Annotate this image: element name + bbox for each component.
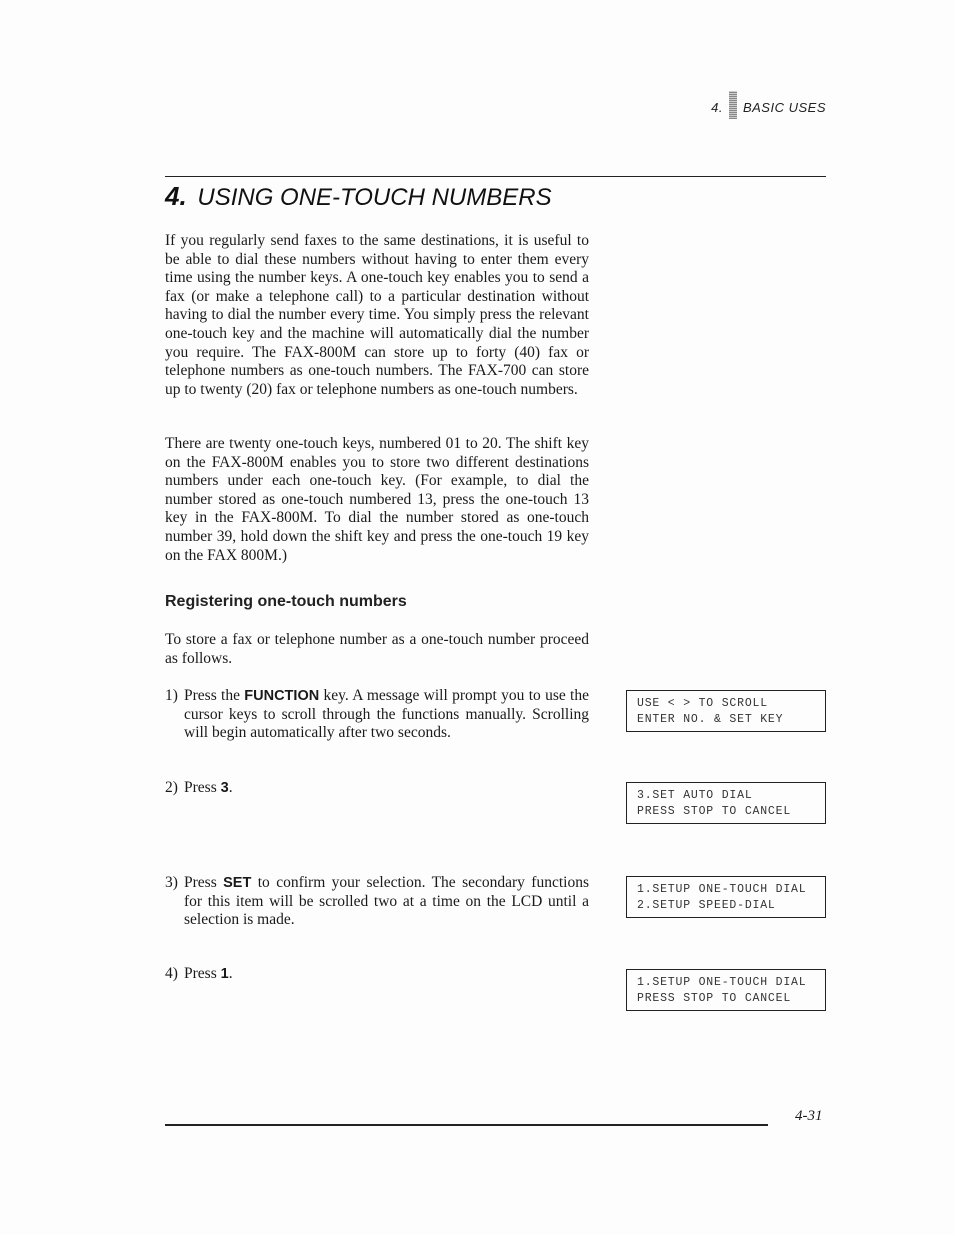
lcd-line-2: 2.SETUP SPEED-DIAL xyxy=(637,898,776,912)
chapter-tab-marker xyxy=(729,91,737,119)
key-name: 3 xyxy=(220,780,229,796)
footer-rule xyxy=(165,1124,768,1126)
shift-key-paragraph: There are twenty one-touch keys, numbered 01 to 20. The shift key on the FAX-800M enables you to store two different destinations numbers under each one-touch key. (For example, to dial the number stored as one-touch numbered 13, press the one-touch 13 key in the FAX-800M. To dial the number stored as one-touch number 39, hold down the shift key and press the one-touch 19 key on the FAX 800M.) xyxy=(165,435,589,564)
step-text: Press xyxy=(184,779,221,796)
lcd-display-4 xyxy=(626,969,826,1011)
intro-paragraph: If you regularly send faxes to the same destinations, it is useful to be able to dial these numbers without having to enter them every time using the number keys. A one-touch key enables you to send a fax (or make a telephone call) to a particular destination without having to dial the number every time. You simply press the relevant one-touch key and the machine will automatically dial the number you require. The FAX-800M can store up to forty (40) fax or telephone numbers as one-touch numbers. The FAX-700 can store up to twenty (20) fax or telephone numbers as one-touch numbers. xyxy=(165,232,589,398)
step-text: Press xyxy=(184,965,221,982)
lcd-line-1: 1.SETUP ONE-TOUCH DIAL xyxy=(637,976,807,989)
lcd-line-2: PRESS STOP TO CANCEL xyxy=(637,804,792,818)
lcd-line-2: PRESS STOP TO CANCEL xyxy=(637,991,792,1005)
step-text: key. A message will prompt you to use the cursor keys to scroll through the functions manually. Scrolling will begin automatically after two seconds. xyxy=(184,687,589,742)
subheading: Registering one-touch numbers xyxy=(165,593,407,610)
key-name: 1 xyxy=(220,966,229,982)
step-text: . xyxy=(228,779,233,796)
title-number: 4. xyxy=(165,181,187,211)
step-number: 2) xyxy=(165,779,178,796)
lcd-line-1: 3.SET AUTO DIAL xyxy=(637,789,753,802)
header-chapter: 4. xyxy=(711,99,723,115)
lcd-line-1: USE < > TO SCROLL xyxy=(637,697,768,710)
procedure-intro: To store a fax or telephone number as a one-touch number proceed as follows. xyxy=(165,631,589,667)
lcd-display-3 xyxy=(626,876,826,918)
key-name: FUNCTION xyxy=(244,688,320,704)
step-text: Press xyxy=(184,874,224,891)
step-1 xyxy=(165,687,589,743)
step-2 xyxy=(165,779,589,798)
page-title xyxy=(165,181,552,212)
step-4 xyxy=(165,965,589,984)
step-text: . xyxy=(228,965,233,982)
step-number: 3) xyxy=(165,874,178,891)
step-number: 4) xyxy=(165,965,178,982)
step-text: Press the xyxy=(184,687,245,704)
lcd-display-2 xyxy=(626,782,826,824)
lcd-line-1: 1.SETUP ONE-TOUCH DIAL xyxy=(637,883,807,896)
lcd-display-1 xyxy=(626,690,826,732)
title-text: USING ONE-TOUCH NUMBERS xyxy=(197,184,552,211)
running-header xyxy=(711,93,826,121)
lcd-line-2: ENTER NO. & SET KEY xyxy=(637,712,784,726)
page-number: 4-31 xyxy=(795,1108,823,1124)
header-section: BASIC USES xyxy=(742,99,826,115)
step-text: to confirm your selection. The secondary functions for this item will be scrolled two at a time on the LCD until a selection is made. xyxy=(184,874,589,929)
key-name: SET xyxy=(223,875,252,891)
step-number: 1) xyxy=(165,687,178,704)
title-rule xyxy=(165,176,826,177)
step-3 xyxy=(165,874,589,930)
